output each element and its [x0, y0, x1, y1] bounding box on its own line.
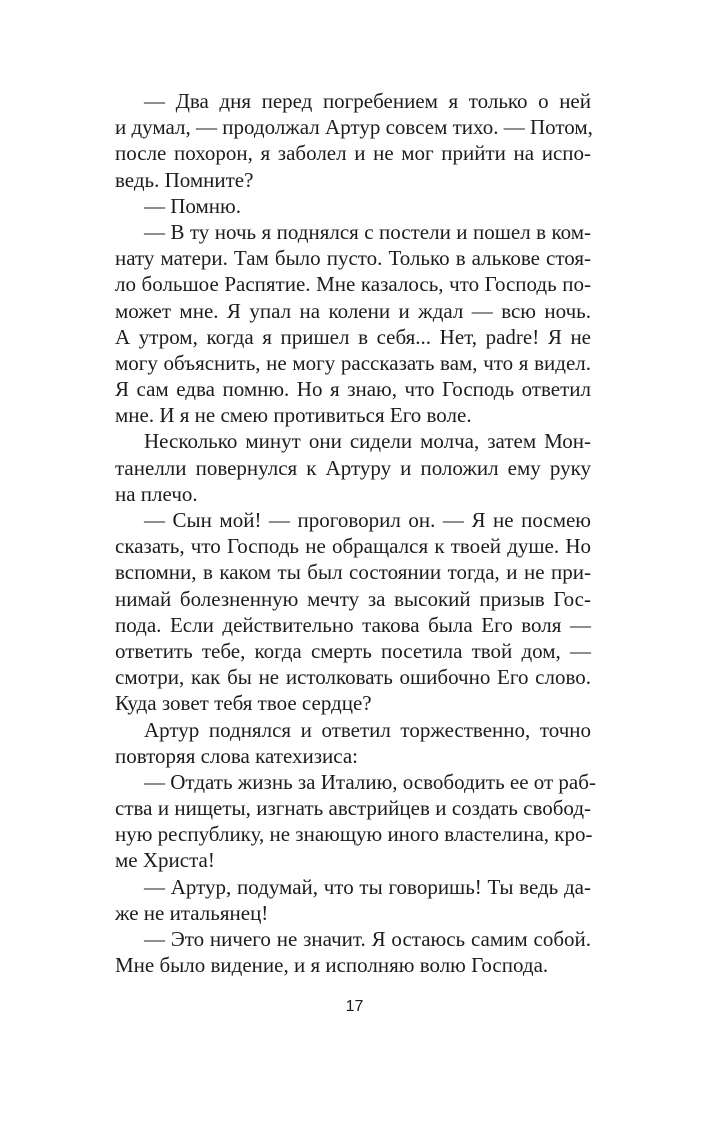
text-line: смотри, как бы не истолковать ошибочно Его слово. [115, 665, 591, 690]
text-line: ло большое Распятие. Мне казалось, что Господь по- [115, 272, 591, 297]
text-line: пода. Если действительно такова была Его воля — [115, 612, 591, 637]
text-line: и думал, — продолжал Артур совсем тихо. — Потом, [115, 115, 593, 140]
text-line: же не итальянец! [115, 900, 269, 925]
text-line: — Отдать жизнь за Италию, освободить ее от раб- [144, 769, 596, 794]
text-line: — Два дня перед погребением я только о ней [144, 89, 591, 113]
text-line: — Сын мой! — проговорил он. — Я не посмею [144, 508, 591, 532]
text-line: Несколько минут они сидели молча, затем Мон- [144, 429, 591, 454]
text-line: повторяя слова катехизиса: [115, 743, 358, 768]
text-line: ную республику, не знающую иного властелина, кро- [115, 822, 593, 847]
text-line: Артур поднялся и ответил торжественно, точно [144, 717, 591, 742]
text-line: Я сам едва помню. Но я знаю, что Господь ответил [115, 377, 591, 402]
text-line: ства и нищеты, изгнать австрийцев и создать свобод- [115, 796, 591, 821]
page-number: 17 [345, 998, 364, 1015]
text-line: вспомни, в каком ты был состоянии тогда, и не при- [115, 560, 591, 585]
text-line: — Помню. [144, 193, 241, 218]
text-line: сказать, что Господь не обращался к твоей душе. Но [115, 534, 591, 559]
text-line: могу объяснить, не могу рассказать вам, что я видел. [115, 350, 591, 375]
text-line: Мне было видение, и я исполняю волю Господа. [115, 953, 549, 978]
text-line: — В ту ночь я поднялся с постели и пошел в ком- [144, 219, 591, 244]
text-line: А утром, когда я пришел в себя... Нет, padre! Я не [115, 324, 591, 349]
text-line: танелли повернулся к Артуру и положил ему руку [115, 455, 591, 480]
text-line: — Артур, подумай, что ты говоришь! Ты ведь да- [144, 874, 591, 899]
text-line: ведь. Помните? [115, 167, 254, 192]
text-line: может мне. Я упал на колени и ждал — всю ночь. [115, 298, 591, 323]
text-line: после похорон, я заболел и не мог прийти на испо- [115, 141, 591, 166]
text-line: Куда зовет тебя твое сердце? [115, 691, 372, 716]
text-line: нимай болезненную мечту за высокий призыв Гос- [115, 586, 591, 611]
text-line: мне. И я не смею противиться Его воле. [115, 403, 472, 428]
text-line: на плечо. [115, 481, 198, 506]
body-text [115, 88, 596, 978]
text-line: — Это ничего не значит. Я остаюсь самим собой. [144, 927, 591, 951]
text-line: нату матери. Там было пусто. Только в алькове стоя- [115, 246, 591, 271]
text-line: ме Христа! [115, 848, 215, 873]
text-line: ответить тебе, когда смерть посетила твой дом, — [115, 638, 591, 663]
